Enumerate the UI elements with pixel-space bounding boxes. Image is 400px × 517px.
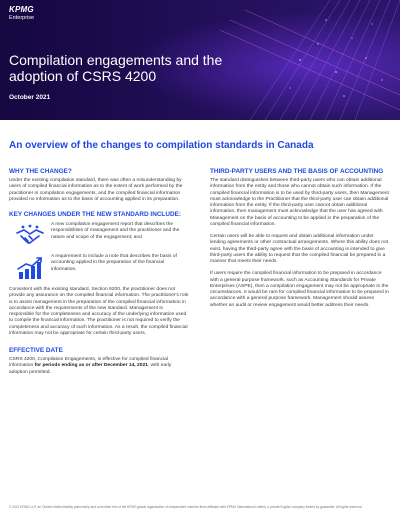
key-change-text: A new compilation engagement report that describes the responsibilities of management and the practitioner and the nature and scope of the engagement; and	[51, 222, 180, 240]
third-party-paragraph: The standard distinguishes between third-party users who can obtain additional information from the entity and those who cannot obtain such information. If the compiled financial information is to be used by third-party users, then Management must acknowledge to the Practitioner that the third-party user can obtain additional information from the entity. If the third-party user cannot obtain additional information, then management must acknowledge that the user has agreed with Management on the basis of accounting to be applied in the preparation of the compiled financial information.	[210, 178, 389, 227]
key-change-item	[9, 254, 189, 282]
key-changes-heading: KEY CHANGES UNDER THE NEW STANDARD INCLUDE:	[9, 211, 181, 218]
effective-text-end: , with early adoption permitted.	[9, 363, 172, 375]
copyright-footer: © 2021 KPMG LLP, an Ontario limited liability partnership and a member firm of the KPMG global organization of independent member firms affiliated with KPMG International Limited, a private English company limited by guarantee. All rights reserved.	[9, 505, 363, 509]
growth-chart-icon	[9, 254, 51, 282]
key-change-text: A requirement to include a note that describes the basis of accounting applied in the preparation of the financial information.	[51, 254, 177, 272]
key-change-item	[9, 222, 189, 250]
kpmg-logo	[9, 6, 34, 22]
third-party-heading: THIRD-PARTY USERS AND THE BASIS OF ACCOUNTING	[210, 168, 384, 175]
effective-date-text	[9, 357, 189, 376]
why-text: Under the existing compilation standard, there was often a misunderstanding by users of compiled financial information as to the extent of work performed by the practitioner in compilation engagements, and the compiled financial information provided no information as to the basis of accounting applied in its preparation.	[9, 178, 183, 202]
logo-subbrand: Enterprise	[9, 15, 35, 21]
effective-text-bold: for periods ending as or after December 14, 2021	[34, 363, 148, 369]
why-heading: WHY THE CHANGE?	[9, 168, 72, 175]
handshake-icon	[9, 222, 51, 250]
document-title: Compilation engagements and the adoption of CSRS 4200	[9, 52, 223, 84]
third-party-paragraph: If users require the compiled financial information to be prepared in accordance with a general purpose framework, such as Accounting Standards for Private Enterprises (ASPE), then a compilation engagement may not be appropriate in the circumstances. It would be rare for compiled financial information to be prepared in accordance with a general purpose framework. Management should assess whether an audit or review engagement would better address their needs.	[210, 271, 389, 308]
left-column	[9, 168, 189, 376]
effective-text-start: CSRS 4200, Compilation Engagements, is effective for compiled financial information	[9, 357, 168, 369]
header-banner	[0, 0, 400, 120]
consistent-text: Consistent with the existing standard, Section 9200, the practitioner does not provide any assurance on the compiled financial information. The practitioner's role is to assist management in the preparation of the compiled financial information in accordance with the requirements of the new standard. Management is responsible for the completeness and accuracy of the underlying information used to compile the financial information. The practitioner is not required to verify the completeness and accuracy of such information. As a result, the compiled financial information may not be appropriate for certain third-party users.	[9, 287, 189, 336]
effective-date-heading: EFFECTIVE DATE	[9, 347, 63, 354]
right-column	[210, 168, 390, 309]
main-heading: An overview of the changes to compilation standards in Canada	[9, 140, 314, 151]
logo-brand: KPMG	[9, 5, 34, 14]
publication-date: October 2021	[9, 94, 51, 101]
third-party-paragraph: Certain users will be able to request and obtain additional information under lending agreements or other contractual arrangements. Where this ability does not exist, having the third-party agree with the basis of accounting is intended to give third-party users the ability to request that the compiled financial be prepared in a manner that meets their needs.	[210, 234, 389, 264]
